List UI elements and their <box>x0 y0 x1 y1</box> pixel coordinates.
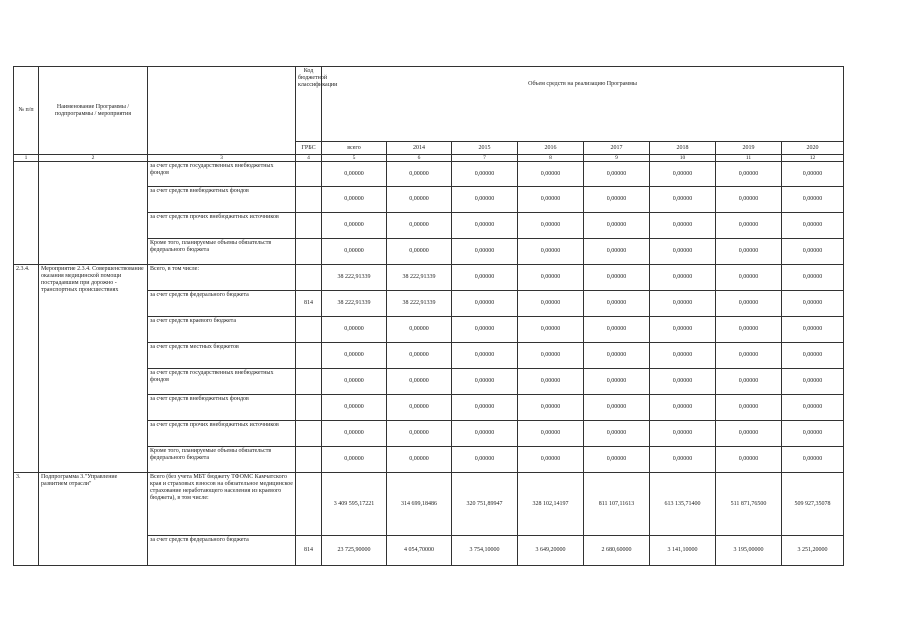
row-year-value: 0,00000 <box>782 369 844 395</box>
row-year-value: 0,00000 <box>452 213 518 239</box>
row-year-value: 0,00000 <box>716 317 782 343</box>
row-year-value: 811 107,11613 <box>584 473 650 536</box>
row-funding-source: за счет средств государственных внебюджетных фондов <box>148 162 296 187</box>
row-year-value: 0,00000 <box>387 369 452 395</box>
row-total-value: 23 725,90000 <box>322 536 387 566</box>
row-total-value: 38 222,91339 <box>322 265 387 291</box>
row-year-value: 0,00000 <box>452 162 518 187</box>
header-total: всего <box>322 142 387 155</box>
row-year-value: 0,00000 <box>584 239 650 265</box>
row-year-value: 0,00000 <box>716 162 782 187</box>
column-index: 5 <box>322 155 387 162</box>
row-grbs <box>296 473 322 536</box>
row-grbs <box>296 421 322 447</box>
table-row <box>14 162 844 187</box>
row-year-value: 0,00000 <box>782 343 844 369</box>
row-total-value: 0,00000 <box>322 421 387 447</box>
row-grbs <box>296 187 322 213</box>
row-grbs <box>296 317 322 343</box>
row-year-value: 0,00000 <box>782 265 844 291</box>
row-year-value: 4 054,70000 <box>387 536 452 566</box>
row-year-value: 0,00000 <box>518 187 584 213</box>
column-index: 3 <box>148 155 296 162</box>
row-year-value: 0,00000 <box>518 369 584 395</box>
row-funding-source: за счет средств внебюджетных фондов <box>148 187 296 213</box>
row-year-value: 0,00000 <box>452 343 518 369</box>
row-year-value: 3 754,10000 <box>452 536 518 566</box>
row-year-value: 0,00000 <box>782 291 844 317</box>
row-year-value: 0,00000 <box>584 343 650 369</box>
column-index: 1 <box>14 155 39 162</box>
row-year-value: 0,00000 <box>452 291 518 317</box>
row-funding-source: за счет средств государственных внебюджетных фондов <box>148 369 296 395</box>
row-total-value: 0,00000 <box>322 239 387 265</box>
header-grbs: ГРБС <box>296 142 322 155</box>
row-year-value: 0,00000 <box>518 395 584 421</box>
row-year-value: 0,00000 <box>518 343 584 369</box>
row-year-value: 0,00000 <box>716 447 782 473</box>
row-year-value: 509 927,35078 <box>782 473 844 536</box>
row-year-value: 0,00000 <box>650 291 716 317</box>
row-year-value: 0,00000 <box>518 213 584 239</box>
row-year-value: 0,00000 <box>584 369 650 395</box>
column-index: 2 <box>39 155 148 162</box>
row-grbs <box>296 447 322 473</box>
row-funding-source: за счет средств краевого бюджета <box>148 317 296 343</box>
row-year-value: 0,00000 <box>452 317 518 343</box>
row-year-value: 0,00000 <box>387 239 452 265</box>
row-year-value: 0,00000 <box>650 369 716 395</box>
row-total-value: 0,00000 <box>322 187 387 213</box>
column-index: 11 <box>716 155 782 162</box>
row-year-value: 0,00000 <box>584 317 650 343</box>
row-year-value: 0,00000 <box>716 395 782 421</box>
row-year-value: 0,00000 <box>452 187 518 213</box>
row-year-value: 0,00000 <box>518 421 584 447</box>
row-program-name <box>39 162 148 265</box>
row-year-value: 314 699,18486 <box>387 473 452 536</box>
row-year-value: 0,00000 <box>716 421 782 447</box>
column-index: 8 <box>518 155 584 162</box>
row-number: 3. <box>14 473 39 566</box>
row-funding-source: за счет средств прочих внебюджетных источников <box>148 213 296 239</box>
column-index: 6 <box>387 155 452 162</box>
row-year-value: 0,00000 <box>387 213 452 239</box>
row-year-value: 0,00000 <box>716 343 782 369</box>
row-year-value: 613 135,71400 <box>650 473 716 536</box>
header-year: 2017 <box>584 142 650 155</box>
row-year-value: 0,00000 <box>650 239 716 265</box>
row-total-value: 0,00000 <box>322 447 387 473</box>
row-year-value: 320 751,89947 <box>452 473 518 536</box>
column-index-row <box>14 155 844 162</box>
row-year-value: 0,00000 <box>452 421 518 447</box>
row-year-value: 0,00000 <box>584 421 650 447</box>
header-year: 2019 <box>716 142 782 155</box>
row-year-value: 0,00000 <box>650 213 716 239</box>
row-year-value: 0,00000 <box>387 447 452 473</box>
row-year-value: 0,00000 <box>716 265 782 291</box>
row-total-value: 0,00000 <box>322 213 387 239</box>
row-funding-source: за счет средств местных бюджетов <box>148 343 296 369</box>
row-total-value: 0,00000 <box>322 343 387 369</box>
row-year-value: 0,00000 <box>782 317 844 343</box>
row-year-value: 0,00000 <box>584 265 650 291</box>
row-year-value: 0,00000 <box>650 343 716 369</box>
row-year-value: 0,00000 <box>518 291 584 317</box>
header-blank <box>148 67 296 155</box>
row-year-value: 0,00000 <box>716 369 782 395</box>
row-year-value: 0,00000 <box>782 447 844 473</box>
table-row <box>14 473 844 536</box>
row-grbs <box>296 213 322 239</box>
row-year-value: 0,00000 <box>782 395 844 421</box>
row-funding-source: Кроме того, планируемые объемы обязательств федерального бюджета <box>148 239 296 265</box>
row-year-value: 0,00000 <box>452 239 518 265</box>
row-year-value: 0,00000 <box>650 421 716 447</box>
row-year-value: 0,00000 <box>584 395 650 421</box>
row-year-value: 0,00000 <box>782 162 844 187</box>
row-year-value: 38 222,91339 <box>387 291 452 317</box>
row-program-name: Подпрограмма 3."Управление развитием отрасли" <box>39 473 148 566</box>
row-funding-source: Всего (без учета МБТ бюджету ТФОМС Камчатского края и страховых взносов на обязательное медицинское страхование неработающего населения из краевого бюджета), в том числе: <box>148 473 296 536</box>
header-year: 2015 <box>452 142 518 155</box>
row-year-value: 0,00000 <box>716 213 782 239</box>
row-year-value: 0,00000 <box>387 187 452 213</box>
row-year-value: 0,00000 <box>650 265 716 291</box>
row-year-value: 3 141,10000 <box>650 536 716 566</box>
row-year-value: 0,00000 <box>387 395 452 421</box>
row-grbs <box>296 265 322 291</box>
row-grbs: 814 <box>296 536 322 566</box>
row-year-value: 2 680,60000 <box>584 536 650 566</box>
row-year-value: 3 195,00000 <box>716 536 782 566</box>
row-year-value: 0,00000 <box>518 317 584 343</box>
row-funding-source: за счет средств федерального бюджета <box>148 536 296 566</box>
row-year-value: 0,00000 <box>452 447 518 473</box>
row-year-value: 3 649,20000 <box>518 536 584 566</box>
row-grbs <box>296 395 322 421</box>
header-year: 2016 <box>518 142 584 155</box>
row-year-value: 0,00000 <box>584 213 650 239</box>
row-total-value: 38 222,91339 <box>322 291 387 317</box>
header-year: 2020 <box>782 142 844 155</box>
table-row <box>14 265 844 291</box>
row-year-value: 0,00000 <box>584 447 650 473</box>
header-num: № п/п <box>14 67 39 155</box>
row-year-value: 0,00000 <box>782 213 844 239</box>
row-year-value: 0,00000 <box>650 447 716 473</box>
header-year: 2014 <box>387 142 452 155</box>
row-year-value: 0,00000 <box>387 343 452 369</box>
budget-table <box>13 66 844 566</box>
row-year-value: 0,00000 <box>518 239 584 265</box>
row-year-value: 0,00000 <box>584 162 650 187</box>
column-index: 7 <box>452 155 518 162</box>
row-year-value: 0,00000 <box>650 317 716 343</box>
row-year-value: 0,00000 <box>452 265 518 291</box>
row-grbs: 814 <box>296 291 322 317</box>
row-grbs <box>296 162 322 187</box>
row-funding-source: Кроме того, планируемые объемы обязательств федерального бюджета <box>148 447 296 473</box>
column-index: 9 <box>584 155 650 162</box>
row-year-value: 0,00000 <box>387 162 452 187</box>
row-year-value: 0,00000 <box>387 317 452 343</box>
row-funding-source: за счет средств внебюджетных фондов <box>148 395 296 421</box>
column-index: 10 <box>650 155 716 162</box>
row-year-value: 0,00000 <box>584 187 650 213</box>
row-grbs <box>296 369 322 395</box>
header-row <box>14 67 844 142</box>
row-funding-source: за счет средств федерального бюджета <box>148 291 296 317</box>
row-year-value: 0,00000 <box>716 291 782 317</box>
row-year-value: 3 251,20000 <box>782 536 844 566</box>
header-code: Код бюджетной классификации <box>296 67 322 142</box>
row-year-value: 0,00000 <box>518 162 584 187</box>
row-year-value: 0,00000 <box>584 291 650 317</box>
row-year-value: 0,00000 <box>650 187 716 213</box>
row-funding-source: за счет средств прочих внебюджетных источников <box>148 421 296 447</box>
row-year-value: 38 222,91339 <box>387 265 452 291</box>
row-year-value: 0,00000 <box>716 239 782 265</box>
row-year-value: 0,00000 <box>452 369 518 395</box>
row-year-value: 328 102,14197 <box>518 473 584 536</box>
row-total-value: 0,00000 <box>322 395 387 421</box>
row-total-value: 0,00000 <box>322 317 387 343</box>
row-year-value: 0,00000 <box>782 187 844 213</box>
row-number <box>14 162 39 265</box>
row-year-value: 0,00000 <box>782 421 844 447</box>
row-year-value: 0,00000 <box>782 239 844 265</box>
row-year-value: 0,00000 <box>387 421 452 447</box>
row-year-value: 0,00000 <box>650 395 716 421</box>
row-program-name: Мероприятие 2.3.4. Совершенствование оказания медицинской помощи пострадавшим при дорожно - транспортных происшествиях <box>39 265 148 473</box>
row-year-value: 0,00000 <box>452 395 518 421</box>
row-grbs <box>296 239 322 265</box>
column-index: 4 <box>296 155 322 162</box>
row-year-value: 0,00000 <box>518 265 584 291</box>
row-number: 2.3.4. <box>14 265 39 473</box>
header-year: 2018 <box>650 142 716 155</box>
column-index: 12 <box>782 155 844 162</box>
row-total-value: 0,00000 <box>322 162 387 187</box>
row-funding-source: Всего, в том числе: <box>148 265 296 291</box>
row-total-value: 3 409 595,17221 <box>322 473 387 536</box>
row-year-value: 511 871,76500 <box>716 473 782 536</box>
row-total-value: 0,00000 <box>322 369 387 395</box>
header-volume: Объем средств на реализацию Программы <box>322 67 844 142</box>
row-year-value: 0,00000 <box>650 162 716 187</box>
row-year-value: 0,00000 <box>716 187 782 213</box>
row-year-value: 0,00000 <box>518 447 584 473</box>
row-grbs <box>296 343 322 369</box>
header-name: Наименование Программы / подпрограммы / мероприятия <box>39 67 148 155</box>
